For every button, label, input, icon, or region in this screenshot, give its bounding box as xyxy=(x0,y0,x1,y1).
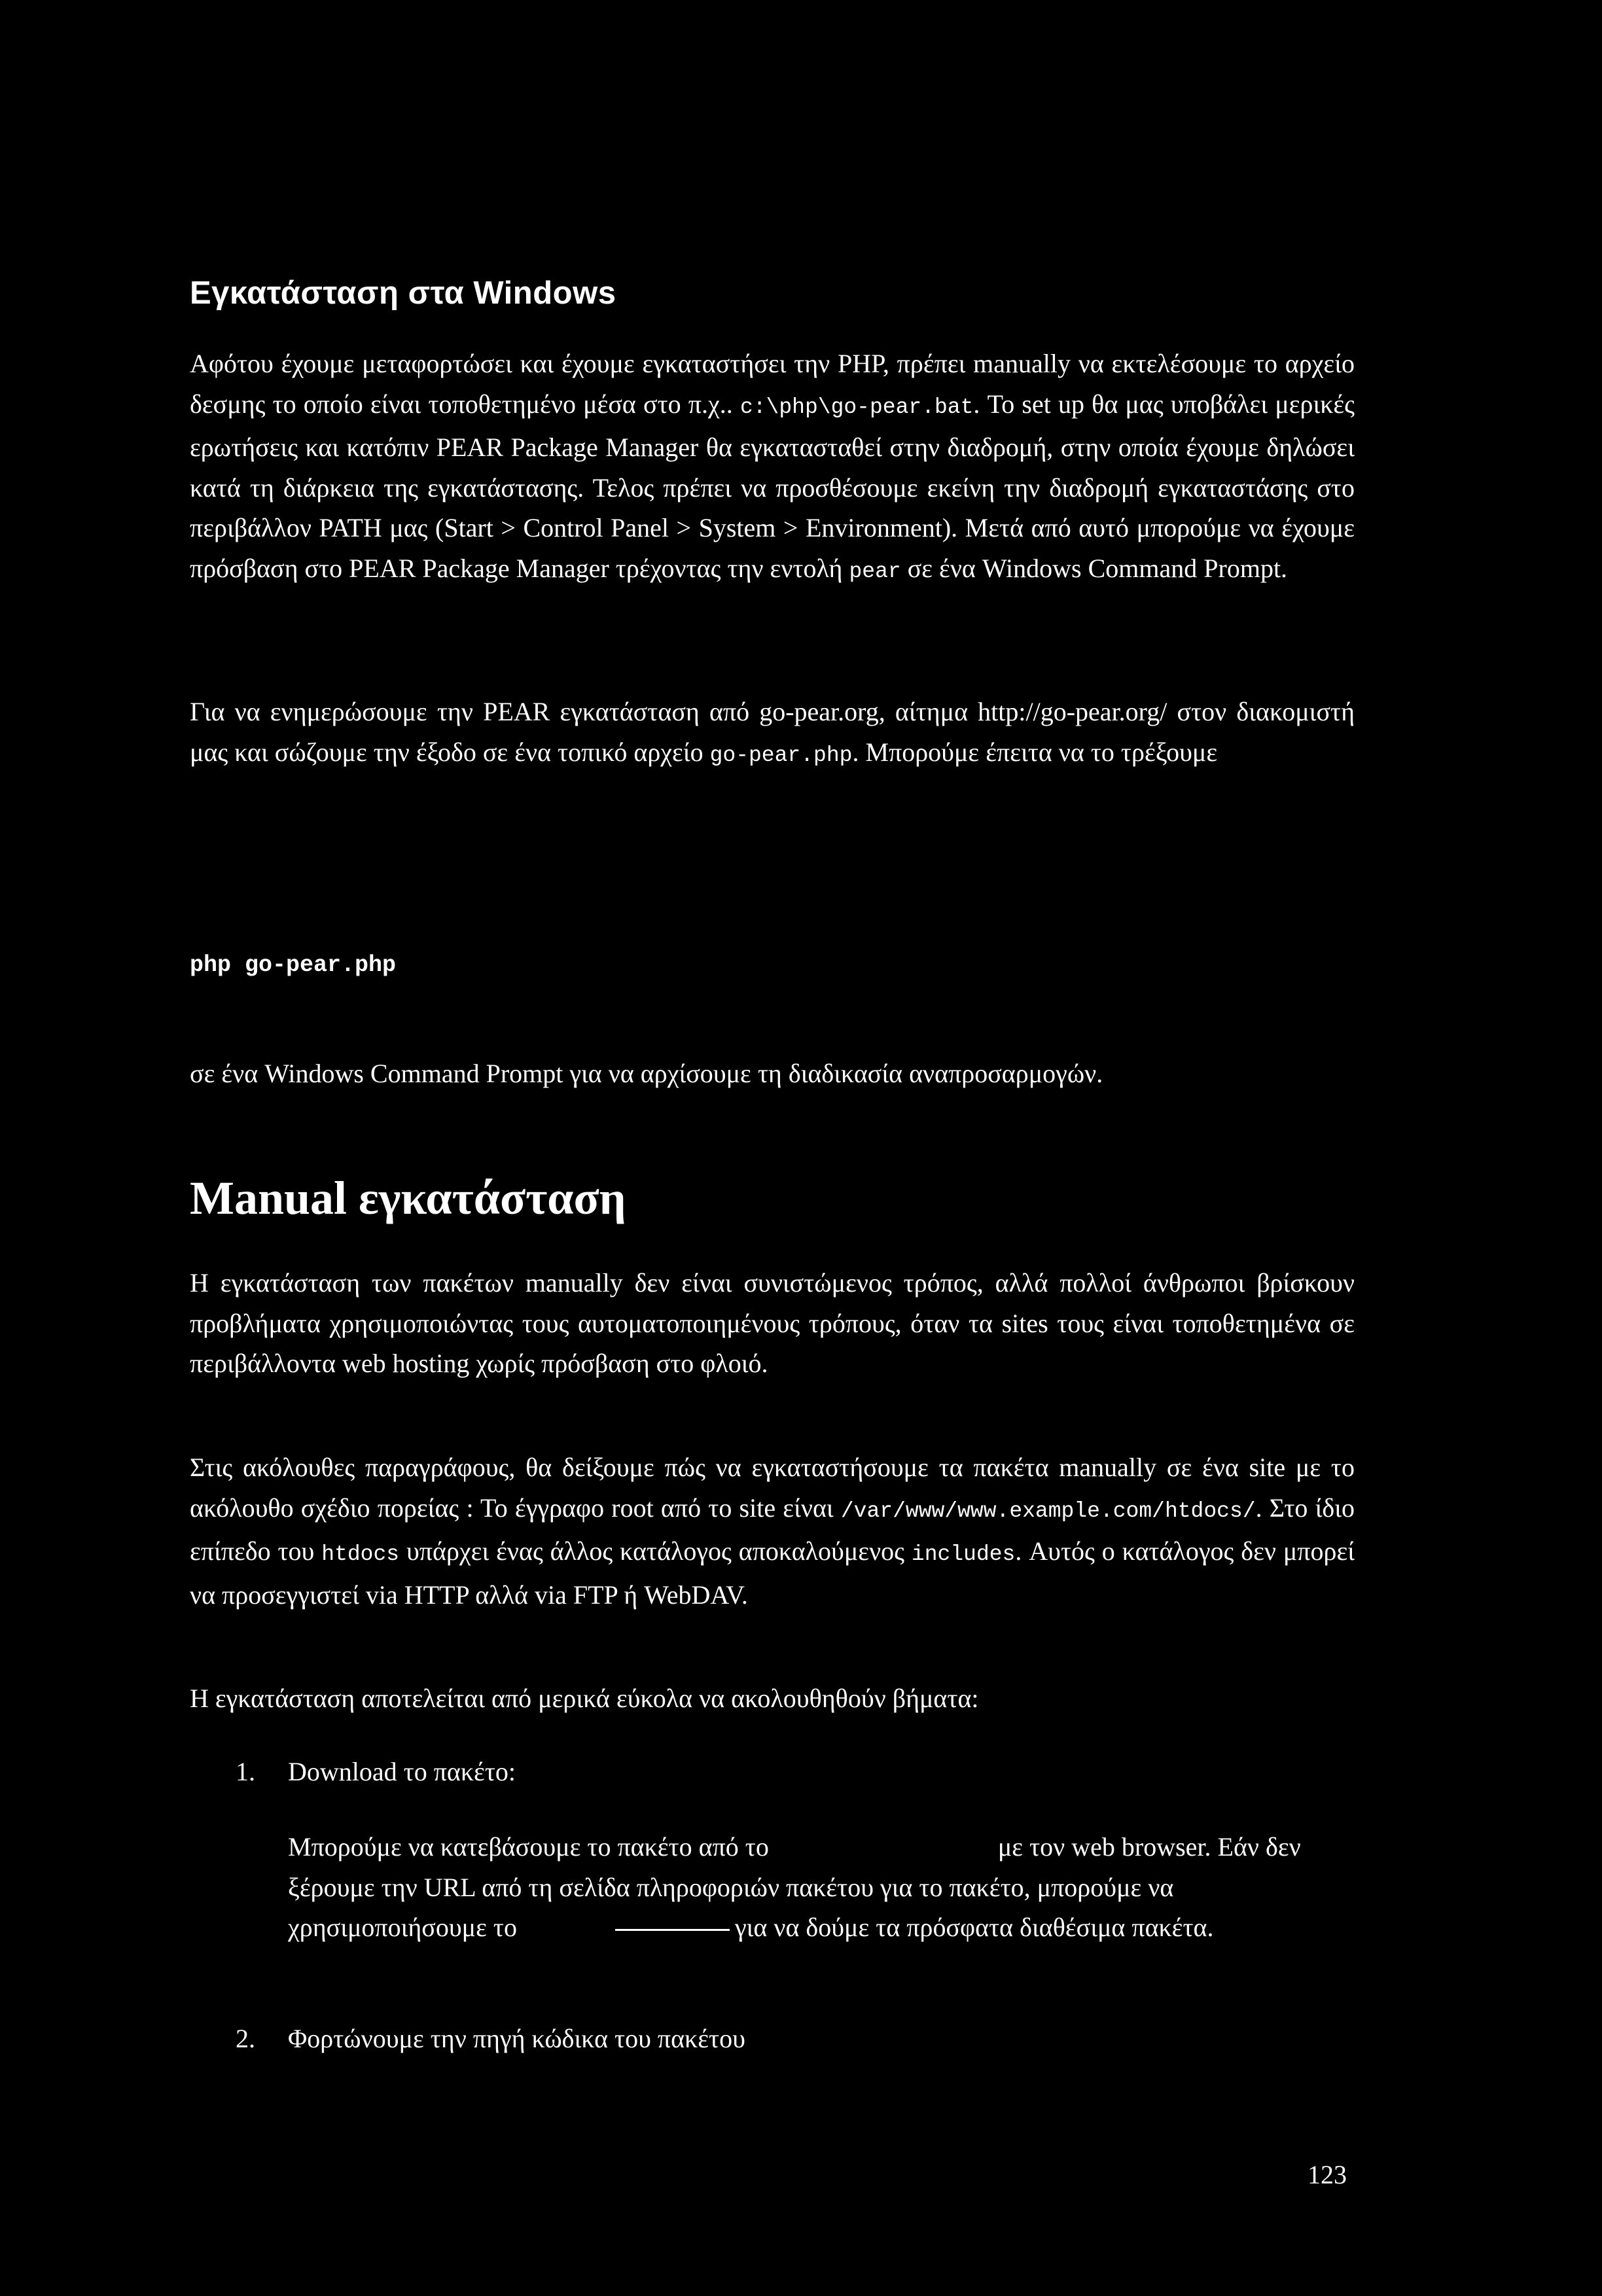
text-run: με τον web browser. Εάν δεν ξέρουμε την URL από τη σελίδα πληροφοριών πακέτου για το πακέτο, μπορούμε να χρησιμοποιήσουμε το xyxy=(288,1832,1301,1942)
text-run: σε ένα Windows Command Prompt. xyxy=(900,553,1288,583)
text-run: για να δούμε τα πρόσφατα διαθέσιμα πακέτα. xyxy=(734,1913,1214,1942)
text-run: . Μπορούμε έπειτα να το τρέξουμε xyxy=(852,737,1218,767)
text-run: Μπορούμε να κατεβάσουμε το πακέτο από το xyxy=(288,1832,769,1862)
list-item-label: Download το πακέτο: xyxy=(288,1757,516,1786)
paragraph-pear-update xyxy=(190,692,1355,775)
missing-link-underline xyxy=(615,1929,730,1931)
list-number: 1. xyxy=(236,1757,255,1786)
text-run: Για να ενημερώσουμε την PEAR εγκατάσταση από go-pear.org, αίτημα http://go-pear.org/ στον διακομιστή μας και σώζουμε την έξοδο σε ένα τοπικό αρχείο xyxy=(190,697,1355,767)
paragraph-run-command: σε ένα Windows Command Prompt για να αρχίσουμε τη διαδικασία αναπροσαρμογών. xyxy=(190,1059,1103,1088)
text-run: υπάρχει ένας άλλος κατάλογος αποκαλούμενος xyxy=(399,1536,912,1566)
list-number: 2. xyxy=(236,2024,255,2053)
section-heading-manual-install: Manual εγκατάσταση xyxy=(190,1172,626,1224)
list-item-step-2 xyxy=(236,2019,745,2059)
list-item-label: Φορτώνουμε την πηγή κώδικα του πακέτου xyxy=(288,2024,745,2053)
paragraph-manual-intro: Η εγκατάσταση των πακέτων manually δεν είναι συνιστώμενος τρόπος, αλλά πολλοί άνθρωποι βρίσκουν προβλήματα χρησιμοποιώντας τους αυτοματοποιημένους τρόπους, όταν τα sites τους είναι τοποθετημένα σε περιβάλλοντα web hosting χωρίς πρόσβαση στο φλοιό. xyxy=(190,1268,1355,1378)
code-inline-go-pear-bat: c:\php\go-pear.bat xyxy=(739,395,974,419)
text-run: Στις ακόλουθες παραγράφους, θα δείξουμε πώς να εγκαταστήσουμε τα πακέτα manually σε ένα site με το ακόλουθο σχέδιο πορείας : Το έγγραφο root από το site είναι xyxy=(190,1453,1355,1523)
page-number: 123 xyxy=(1308,2160,1347,2189)
text-run: Αφότου έχουμε μεταφορτώσει και έχουμε εγκαταστήσει την PHP, πρέπει manually να εκτελέσουμε το αρχείο δεσμης το οποίο είναι τοποθετημένο μέσα στο π.χ.. xyxy=(190,349,1355,419)
text-run: . Αυτός ο κατάλογος δεν μπορεί να προσεγγιστεί via HTTP αλλά via FTP ή WebDAV. xyxy=(190,1536,1355,1610)
section-heading-windows-install: Εγκατάσταση στα Windows xyxy=(190,275,616,311)
paragraph-windows-install-intro xyxy=(190,344,1355,592)
code-inline-pear: pear xyxy=(849,559,901,584)
code-block-command: php go-pear.php xyxy=(190,952,397,978)
paragraph-site-layout xyxy=(190,1447,1355,1615)
text-run: . Το set up θα μας υποβάλει μερικές ερωτήσεις και κατόπιν PEAR Package Manager θα εγκατασταθεί στην διαδρομή, στην οποία έχουμε δηλώσει κατά τη διάρκεια της εγκατάστασης. Τελος πρέπει να προσθέσουμε εκείνη την διαδρομή εγκαταστάσης στο περιβάλλον PATH μας (Start > Control Panel > System > Environment). Μετά από αυτό μπορούμε να έχουμε πρόσβαση στο PEAR Package Manager τρέχοντας την εντολή xyxy=(190,389,1355,583)
code-inline-go-pear-php: go-pear.php xyxy=(709,743,853,768)
code-inline-htdocs: htdocs xyxy=(321,1542,400,1566)
code-inline-docroot-path: /var/www/www.example.com/htdocs/ xyxy=(840,1498,1256,1523)
paragraph-step-1-detail xyxy=(288,1827,1355,1948)
code-inline-includes: includes xyxy=(911,1542,1016,1566)
text-run: . Στο ίδιο επίπεδο του xyxy=(190,1492,1355,1566)
list-item-step-1 xyxy=(236,1752,516,1792)
paragraph-steps-intro: Η εγκατάσταση αποτελείται από μερικά εύκολα να ακολουθηθούν βήματα: xyxy=(190,1684,979,1713)
